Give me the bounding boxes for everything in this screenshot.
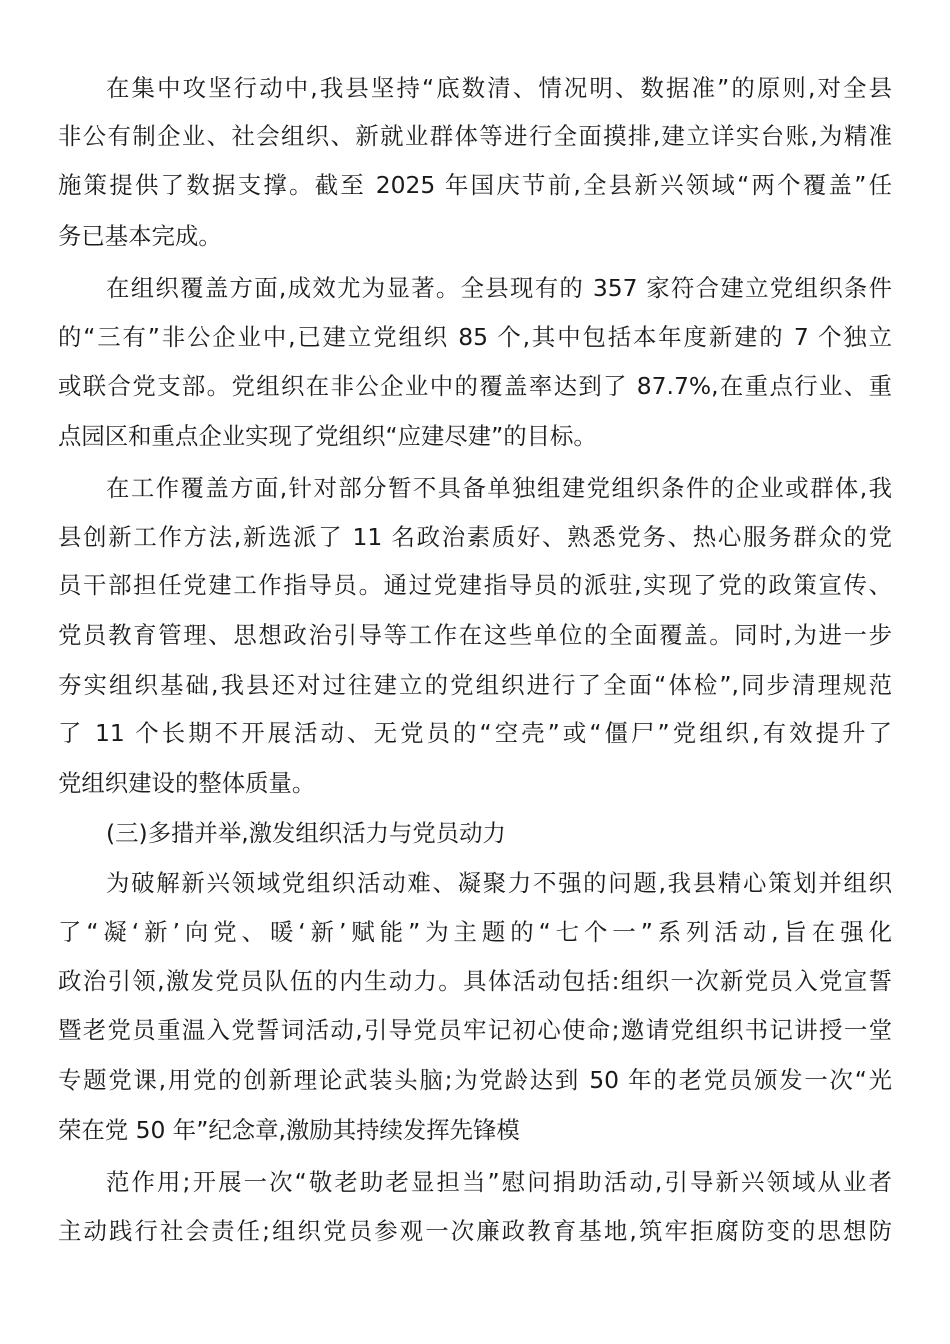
- text-line: 政治引领,激发党员队伍的内生动力。具体活动包括:组织一次新党员入党宣誓: [58, 967, 892, 995]
- text-line: 在组织覆盖方面,成效尤为显著。全县现有的 357 家符合建立党组织条件: [106, 274, 892, 302]
- text-line: 在工作覆盖方面,针对部分暂不具备单独组建党组织条件的企业或群体,我: [106, 474, 892, 502]
- text-line: 在集中攻坚行动中,我县坚持“底数清、情况明、数据准”的原则,对全县: [106, 74, 892, 102]
- text-line: 了“凝‘新’向党、暖‘新’赋能”为主题的“七个一”系列活动,旨在强化: [58, 918, 892, 946]
- text-line: 了 11 个长期不开展活动、无党员的“空壳”或“僵尸”党组织,有效提升了: [58, 719, 892, 747]
- text-line: 县创新工作方法,新选派了 11 名政治素质好、熟悉党务、热心服务群众的党: [58, 523, 892, 551]
- text-line: 荣在党 50 年”纪念章,激励其持续发挥先锋模: [58, 1116, 520, 1144]
- text-line: 的“三有”非公企业中,已建立党组织 85 个,其中包括本年度新建的 7 个独立: [58, 323, 892, 351]
- heading-text: (三)多措并举,激发组织活力与党员动力: [106, 819, 506, 847]
- text-line: 夯实组织基础,我县还对过往建立的党组织进行了全面“体检”,同步清理规范: [58, 671, 892, 699]
- text-line: 员干部担任党建工作指导员。通过党建指导员的派驻,实现了党的政策宣传、: [58, 571, 892, 599]
- text-line: 暨老党员重温入党誓词活动,引导党员牢记初心使命;邀请党组织书记讲授一堂: [58, 1016, 892, 1044]
- text-line: 党员教育管理、思想政治引导等工作在这些单位的全面覆盖。同时,为进一步: [58, 621, 892, 649]
- text-line: 专题党课,用党的创新理论武装头脑;为党龄达到 50 年的老党员颁发一次“光: [58, 1066, 892, 1094]
- text-line: 或联合党支部。党组织在非公企业中的覆盖率达到了 87.7%,在重点行业、重: [58, 372, 892, 400]
- text-line: 点园区和重点企业实现了党组织“应建尽建”的目标。: [58, 422, 597, 450]
- text-line: 务已基本完成。: [58, 222, 222, 250]
- text-line: 党组织建设的整体质量。: [58, 769, 316, 797]
- text-line: 主动践行社会责任;组织党员参观一次廉政教育基地,筑牢拒腐防变的思想防: [58, 1217, 892, 1245]
- text-line: 非公有制企业、社会组织、新就业群体等进行全面摸排,建立详实台账,为精准: [58, 122, 892, 150]
- text-line: 为破解新兴领域党组织活动难、凝聚力不强的问题,我县精心策划并组织: [106, 869, 892, 897]
- text-line: 施策提供了数据支撑。截至 2025 年国庆节前,全县新兴领域“两个覆盖”任: [58, 171, 892, 199]
- text-line: 范作用;开展一次“敬老助老显担当”慰问捐助活动,引导新兴领域从业者: [106, 1168, 892, 1196]
